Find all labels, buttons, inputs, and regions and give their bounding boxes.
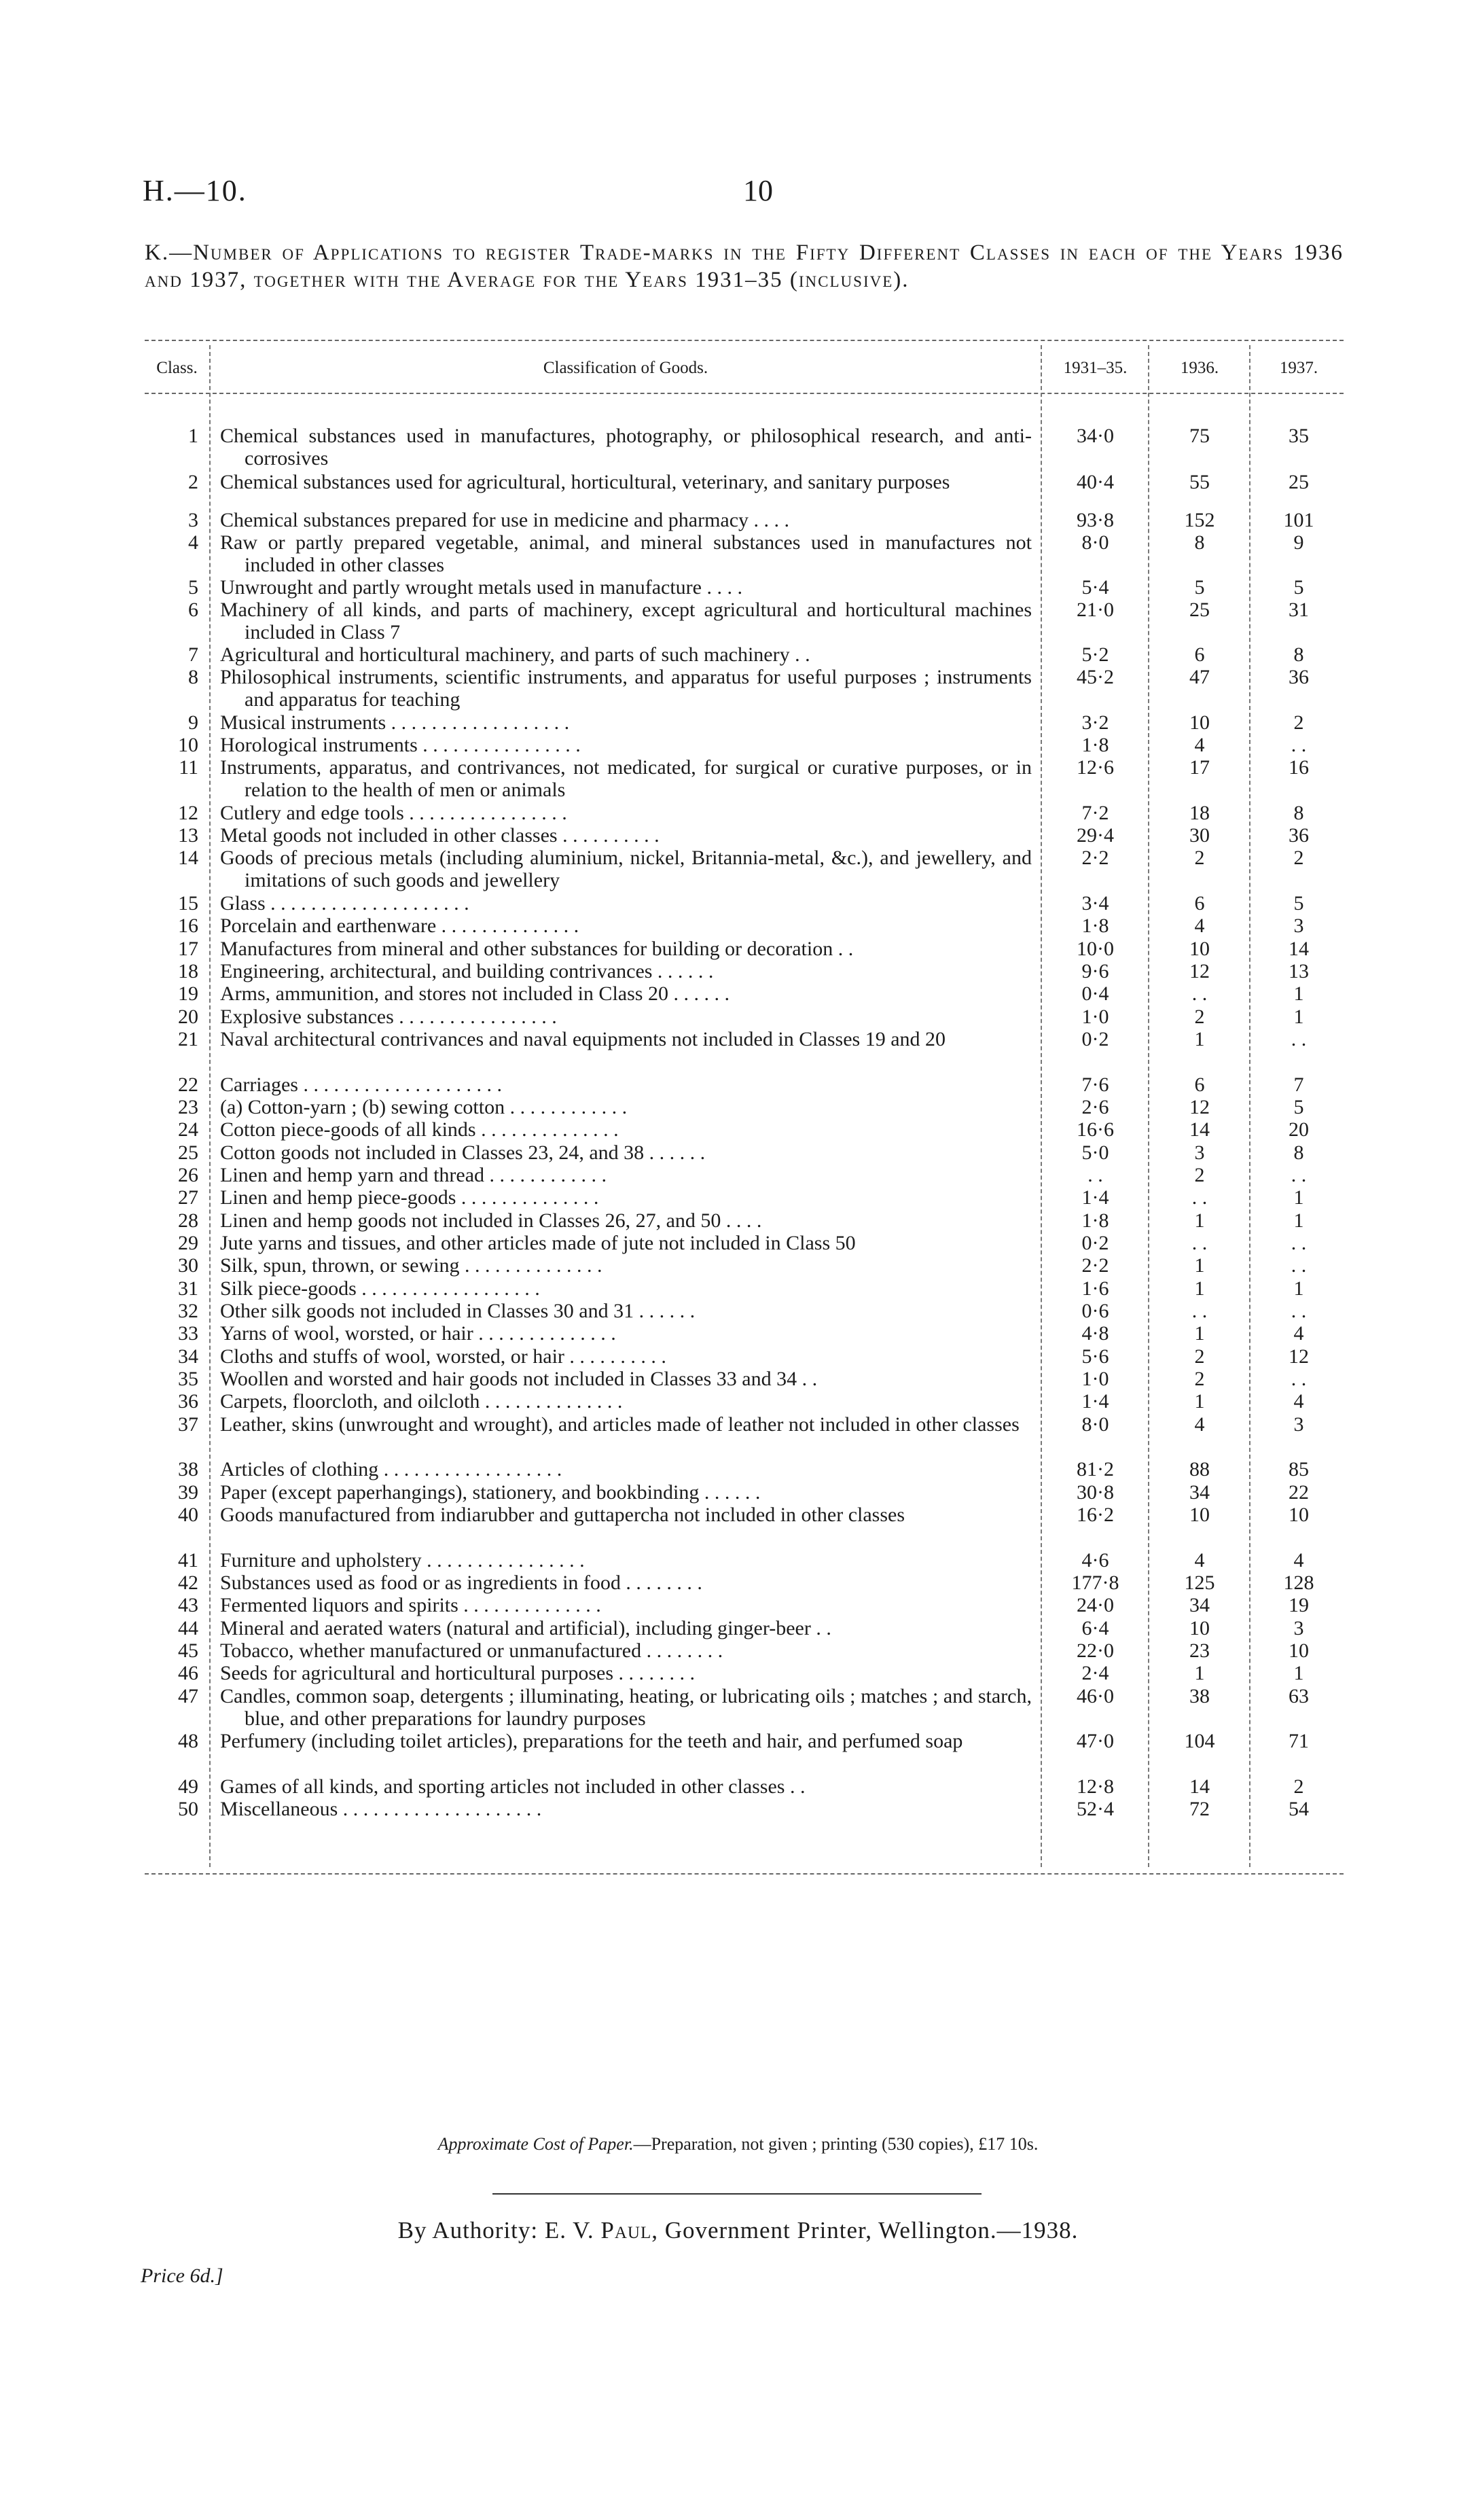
average-1931-35: 1·4 xyxy=(1081,1186,1109,1209)
class-number: 46 xyxy=(178,1662,198,1684)
class-number: 45 xyxy=(178,1639,198,1662)
count-1937: 8 xyxy=(1293,643,1304,666)
count-1937: 71 xyxy=(1289,1730,1309,1752)
class-number: 15 xyxy=(178,892,198,915)
class-number: 23 xyxy=(178,1096,198,1118)
average-1931-35: 93·8 xyxy=(1077,509,1114,531)
class-number: 44 xyxy=(178,1617,198,1639)
class-number: 13 xyxy=(178,824,198,847)
table-bottom-rule xyxy=(145,1873,1344,1875)
count-1936: 2 xyxy=(1194,1345,1205,1368)
count-1936: 30 xyxy=(1189,824,1210,847)
average-1931-35: 1·8 xyxy=(1081,1209,1109,1232)
class-number: 11 xyxy=(179,756,198,779)
class-number: 21 xyxy=(178,1028,198,1050)
count-1937: 2 xyxy=(1293,847,1304,869)
average-1931-35: 2·4 xyxy=(1081,1662,1109,1684)
class-number: 39 xyxy=(178,1481,198,1504)
count-1937: 8 xyxy=(1293,1141,1304,1164)
class-number: 25 xyxy=(178,1141,198,1164)
count-1936: 1 xyxy=(1194,1322,1205,1345)
count-1936: 12 xyxy=(1189,1096,1210,1118)
class-number: 32 xyxy=(178,1300,198,1322)
class-number: 38 xyxy=(178,1458,198,1480)
class-description: Philosophical instruments, scientific instruments, and apparatus for useful purposes ; instruments and apparatus for teaching xyxy=(220,666,1032,711)
average-1931-35: 47·0 xyxy=(1077,1730,1114,1752)
class-description: Cloths and stuffs of wool, worsted, or hair . . . . . . . . . . xyxy=(220,1345,666,1368)
class-number: 5 xyxy=(188,576,198,599)
class-description: Substances used as food or as ingredients in food . . . . . . . . xyxy=(220,1572,702,1594)
count-1936: 1 xyxy=(1194,1662,1205,1684)
class-description: Cotton piece-goods of all kinds . . . . . . . . . . . . . . xyxy=(220,1118,619,1141)
class-description: Metal goods not included in other classes . . . . . . . . . . xyxy=(220,824,660,847)
class-number: 24 xyxy=(178,1118,198,1141)
count-1936: 10 xyxy=(1189,711,1210,734)
count-1937: 63 xyxy=(1289,1685,1309,1707)
class-description: Arms, ammunition, and stores not included in Class 20 . . . . . . xyxy=(220,982,730,1005)
class-description: Linen and hemp goods not included in Classes 26, 27, and 50 . . . . xyxy=(220,1209,762,1232)
authority-prefix: By Authority: xyxy=(397,2217,539,2243)
average-1931-35: 5·4 xyxy=(1081,576,1109,599)
count-1937: 36 xyxy=(1289,666,1309,688)
count-1937: 3 xyxy=(1293,1413,1304,1436)
class-number: 6 xyxy=(188,599,198,621)
count-1936: 4 xyxy=(1194,1413,1205,1436)
average-1931-35: 16·2 xyxy=(1077,1504,1114,1526)
count-1936: 38 xyxy=(1189,1685,1210,1707)
average-1931-35: 177·8 xyxy=(1071,1572,1119,1594)
class-description: Musical instruments . . . . . . . . . . . . . . . . . . xyxy=(220,711,570,734)
count-1936: 4 xyxy=(1194,915,1205,937)
average-1931-35: 29·4 xyxy=(1077,824,1114,847)
count-1936: 1 xyxy=(1194,1028,1205,1050)
count-1936: 10 xyxy=(1189,938,1210,960)
class-description: Chemical substances used for agricultural, horticultural, veterinary, and sanitary purposes xyxy=(220,471,950,493)
class-description: Fermented liquors and spirits . . . . . . . . . . . . . . xyxy=(220,1594,601,1616)
average-1931-35: 0·4 xyxy=(1081,982,1109,1005)
class-number: 8 xyxy=(188,666,198,688)
class-number: 48 xyxy=(178,1730,198,1752)
count-1936: 47 xyxy=(1189,666,1210,688)
class-number: 14 xyxy=(178,847,198,869)
count-1936: . . xyxy=(1191,982,1208,1005)
class-number: 37 xyxy=(178,1413,198,1436)
count-1937: 19 xyxy=(1289,1594,1309,1616)
count-1936: 1 xyxy=(1194,1277,1205,1300)
count-1937: 101 xyxy=(1283,509,1314,531)
average-1931-35: 1·8 xyxy=(1081,915,1109,937)
class-description: Carpets, floorcloth, and oilcloth . . . . . . . . . . . . . . xyxy=(220,1390,623,1413)
count-1936: 6 xyxy=(1194,643,1205,666)
count-1937: . . xyxy=(1291,734,1307,756)
count-1936: 25 xyxy=(1189,599,1210,621)
class-number: 4 xyxy=(188,531,198,554)
count-1937: 4 xyxy=(1293,1322,1304,1345)
count-1936: . . xyxy=(1191,1232,1208,1254)
count-1937: 1 xyxy=(1293,1006,1304,1028)
class-description: Glass . . . . . . . . . . . . . . . . . . . . xyxy=(220,892,469,915)
average-1931-35: 7·6 xyxy=(1081,1073,1109,1096)
col-header-class: Class. xyxy=(156,359,198,377)
count-1937: 7 xyxy=(1293,1073,1304,1096)
authority-suffix: Government Printer, Wellington.—1938. xyxy=(664,2217,1079,2243)
class-number: 49 xyxy=(178,1775,198,1798)
class-description: Horological instruments . . . . . . . . . . . . . . . . xyxy=(220,734,581,756)
count-1937: 85 xyxy=(1289,1458,1309,1480)
count-1936: 2 xyxy=(1194,847,1205,869)
average-1931-35: 34·0 xyxy=(1077,425,1114,447)
count-1936: 1 xyxy=(1194,1254,1205,1277)
class-description: Engineering, architectural, and building contrivances . . . . . . xyxy=(220,960,714,982)
col-header-1936: 1936. xyxy=(1180,359,1219,377)
count-1936: 18 xyxy=(1189,802,1210,824)
cost-text: —Preparation, not given ; printing (530 copies), £17 10s. xyxy=(633,2134,1039,2154)
class-description: Chemical substances prepared for use in medicine and pharmacy . . . . xyxy=(220,509,790,531)
average-1931-35: 45·2 xyxy=(1077,666,1114,688)
count-1937: 5 xyxy=(1293,1096,1304,1118)
count-1936: 72 xyxy=(1189,1798,1210,1820)
count-1936: 55 xyxy=(1189,471,1210,493)
class-number: 9 xyxy=(188,711,198,734)
class-number: 29 xyxy=(178,1232,198,1254)
count-1937: . . xyxy=(1291,1028,1307,1050)
class-description: Games of all kinds, and sporting articles not included in other classes . . xyxy=(220,1775,806,1798)
count-1937: 5 xyxy=(1293,892,1304,915)
class-description: Linen and hemp yarn and thread . . . . . . . . . . . . xyxy=(220,1164,607,1186)
column-divider-avg xyxy=(1148,345,1149,1867)
count-1936: 6 xyxy=(1194,1073,1205,1096)
class-number: 7 xyxy=(188,643,198,666)
average-1931-35: 24·0 xyxy=(1077,1594,1114,1616)
count-1937: 3 xyxy=(1293,915,1304,937)
class-description: Tobacco, whether manufactured or unmanufactured . . . . . . . . xyxy=(220,1639,723,1662)
average-1931-35: 1·6 xyxy=(1081,1277,1109,1300)
class-description: Woollen and worsted and hair goods not included in Classes 33 and 34 . . xyxy=(220,1368,818,1390)
class-number: 30 xyxy=(178,1254,198,1277)
class-description: Jute yarns and tissues, and other articles made of jute not included in Class 50 xyxy=(220,1232,856,1254)
count-1937: 4 xyxy=(1293,1390,1304,1413)
average-1931-35: 2·2 xyxy=(1081,1254,1109,1277)
count-1936: 8 xyxy=(1194,531,1205,554)
class-number: 3 xyxy=(188,509,198,531)
class-number: 50 xyxy=(178,1798,198,1820)
class-description: Silk piece-goods . . . . . . . . . . . . . . . . . . xyxy=(220,1277,540,1300)
count-1937: 1 xyxy=(1293,1662,1304,1684)
average-1931-35: 7·2 xyxy=(1081,802,1109,824)
class-description: Articles of clothing . . . . . . . . . . . . . . . . . . xyxy=(220,1458,562,1480)
count-1937: 128 xyxy=(1283,1572,1314,1594)
count-1937: 1 xyxy=(1293,982,1304,1005)
count-1937: 9 xyxy=(1293,531,1304,554)
count-1937: 4 xyxy=(1293,1549,1304,1572)
col-header-1931-35: 1931–35. xyxy=(1063,359,1128,377)
class-description: Linen and hemp piece-goods . . . . . . . . . . . . . . xyxy=(220,1186,599,1209)
count-1936: 4 xyxy=(1194,1549,1205,1572)
average-1931-35: 5·0 xyxy=(1081,1141,1109,1164)
class-description: Chemical substances used in manufactures, photography, or philosophical research, and anti-corrosives xyxy=(220,425,1032,469)
class-number: 22 xyxy=(178,1073,198,1096)
count-1936: 1 xyxy=(1194,1390,1205,1413)
average-1931-35: 1·0 xyxy=(1081,1006,1109,1028)
average-1931-35: 0·2 xyxy=(1081,1232,1109,1254)
class-description: Raw or partly prepared vegetable, animal, and mineral substances used in manufactures not included in other classes xyxy=(220,531,1032,576)
average-1931-35: 12·8 xyxy=(1077,1775,1114,1798)
average-1931-35: 1·4 xyxy=(1081,1390,1109,1413)
count-1937: 1 xyxy=(1293,1209,1304,1232)
table-title: K.—Number of Applications to register Trade-marks in the Fifty Different Classes in each of the Years 1936 and 1937, together with the Average for the Years 1931–35 (inclusive). xyxy=(145,241,1344,292)
count-1936: . . xyxy=(1191,1300,1208,1322)
count-1936: 4 xyxy=(1194,734,1205,756)
class-description: Other silk goods not included in Classes 30 and 31 . . . . . . xyxy=(220,1300,696,1322)
count-1936: 125 xyxy=(1184,1572,1215,1594)
class-number: 10 xyxy=(178,734,198,756)
count-1937: . . xyxy=(1291,1164,1307,1186)
class-description: Mineral and aerated waters (natural and artificial), including ginger-beer . . xyxy=(220,1617,831,1639)
average-1931-35: 8·0 xyxy=(1081,1413,1109,1436)
class-number: 16 xyxy=(178,915,198,937)
average-1931-35: 1·8 xyxy=(1081,734,1109,756)
count-1937: 35 xyxy=(1289,425,1309,447)
col-header-goods: Classification of Goods. xyxy=(543,359,708,377)
class-description: Explosive substances . . . . . . . . . . . . . . . . xyxy=(220,1006,557,1028)
class-description: (a) Cotton-yarn ; (b) sewing cotton . . . . . . . . . . . . xyxy=(220,1096,628,1118)
class-description: Manufactures from mineral and other substances for building or decoration . . xyxy=(220,938,854,960)
cost-label: Approximate Cost of Paper. xyxy=(437,2134,634,2154)
page-number: 10 xyxy=(743,174,773,207)
count-1937: 3 xyxy=(1293,1617,1304,1639)
count-1936: 10 xyxy=(1189,1504,1210,1526)
average-1931-35: 30·8 xyxy=(1077,1481,1114,1504)
count-1936: . . xyxy=(1191,1186,1208,1209)
count-1937: 14 xyxy=(1289,938,1309,960)
class-number: 17 xyxy=(178,938,198,960)
average-1931-35: 0·2 xyxy=(1081,1028,1109,1050)
class-number: 27 xyxy=(178,1186,198,1209)
count-1936: 6 xyxy=(1194,892,1205,915)
average-1931-35: 9·6 xyxy=(1081,960,1109,982)
count-1937: 8 xyxy=(1293,802,1304,824)
count-1936: 34 xyxy=(1189,1594,1210,1616)
count-1936: 34 xyxy=(1189,1481,1210,1504)
count-1936: 10 xyxy=(1189,1617,1210,1639)
count-1937: 36 xyxy=(1289,824,1309,847)
class-description: Leather, skins (unwrought and wrought), and articles made of leather not included in other classes xyxy=(220,1413,1020,1436)
average-1931-35: 52·4 xyxy=(1077,1798,1114,1820)
class-number: 19 xyxy=(178,982,198,1005)
column-divider-class xyxy=(209,345,211,1867)
class-description: Goods manufactured from indiarubber and guttapercha not included in other classes xyxy=(220,1504,905,1526)
class-number: 12 xyxy=(178,802,198,824)
class-number: 2 xyxy=(188,471,198,493)
class-description: Unwrought and partly wrought metals used in manufacture . . . . xyxy=(220,576,742,599)
authority-rule xyxy=(492,2193,982,2195)
class-number: 43 xyxy=(178,1594,198,1616)
count-1937: 13 xyxy=(1289,960,1309,982)
count-1937: . . xyxy=(1291,1232,1307,1254)
column-divider-goods xyxy=(1041,345,1042,1867)
price: Price 6d.] xyxy=(141,2265,223,2287)
class-description: Miscellaneous . . . . . . . . . . . . . . . . . . . . xyxy=(220,1798,542,1820)
count-1937: 16 xyxy=(1289,756,1309,779)
count-1937: 25 xyxy=(1289,471,1309,493)
average-1931-35: . . xyxy=(1087,1164,1103,1186)
average-1931-35: 81·2 xyxy=(1077,1458,1114,1480)
average-1931-35: 4·8 xyxy=(1081,1322,1109,1345)
count-1936: 2 xyxy=(1194,1164,1205,1186)
average-1931-35: 2·6 xyxy=(1081,1096,1109,1118)
class-description: Cotton goods not included in Classes 23, 24, and 38 . . . . . . xyxy=(220,1141,706,1164)
average-1931-35: 22·0 xyxy=(1077,1639,1114,1662)
class-description: Furniture and upholstery . . . . . . . . . . . . . . . . xyxy=(220,1549,585,1572)
class-number: 47 xyxy=(178,1685,198,1707)
class-description: Cutlery and edge tools . . . . . . . . . . . . . . . . xyxy=(220,802,567,824)
count-1937: 2 xyxy=(1293,1775,1304,1798)
class-description: Porcelain and earthenware . . . . . . . . . . . . . . xyxy=(220,915,579,937)
count-1937: 2 xyxy=(1293,711,1304,734)
average-1931-35: 0·6 xyxy=(1081,1300,1109,1322)
class-number: 1 xyxy=(188,425,198,447)
class-number: 26 xyxy=(178,1164,198,1186)
count-1937: 5 xyxy=(1293,576,1304,599)
class-description: Naval architectural contrivances and naval equipments not included in Classes 19 and 20 xyxy=(220,1028,946,1050)
class-number: 35 xyxy=(178,1368,198,1390)
average-1931-35: 21·0 xyxy=(1077,599,1114,621)
class-number: 28 xyxy=(178,1209,198,1232)
table-header-rule xyxy=(145,393,1344,394)
count-1936: 17 xyxy=(1189,756,1210,779)
class-number: 42 xyxy=(178,1572,198,1594)
count-1937: 20 xyxy=(1289,1118,1309,1141)
average-1931-35: 5·2 xyxy=(1081,643,1109,666)
count-1936: 104 xyxy=(1184,1730,1215,1752)
count-1937: 1 xyxy=(1293,1186,1304,1209)
count-1936: 88 xyxy=(1189,1458,1210,1480)
count-1936: 75 xyxy=(1189,425,1210,447)
count-1936: 14 xyxy=(1189,1118,1210,1141)
class-description: Instruments, apparatus, and contrivances, not medicated, for surgical or curative purposes, or in relation to the health of men or animals xyxy=(220,756,1032,801)
count-1937: 10 xyxy=(1289,1504,1309,1526)
average-1931-35: 16·6 xyxy=(1077,1118,1114,1141)
average-1931-35: 2·2 xyxy=(1081,847,1109,869)
count-1937: 54 xyxy=(1289,1798,1309,1820)
document-reference: H.—10. xyxy=(143,174,247,207)
col-header-1937: 1937. xyxy=(1279,359,1318,377)
class-description: Agricultural and horticultural machinery, and parts of such machinery . . xyxy=(220,643,810,666)
count-1937: 31 xyxy=(1289,599,1309,621)
table-top-rule xyxy=(145,340,1344,341)
count-1937: 1 xyxy=(1293,1277,1304,1300)
class-number: 41 xyxy=(178,1549,198,1572)
authority-line xyxy=(0,2217,1476,2244)
average-1931-35: 10·0 xyxy=(1077,938,1114,960)
class-number: 40 xyxy=(178,1504,198,1526)
count-1937: . . xyxy=(1291,1300,1307,1322)
average-1931-35: 46·0 xyxy=(1077,1685,1114,1707)
average-1931-35: 3·4 xyxy=(1081,892,1109,915)
average-1931-35: 3·2 xyxy=(1081,711,1109,734)
count-1936: 5 xyxy=(1194,576,1205,599)
cost-of-paper xyxy=(0,2134,1476,2154)
count-1936: 3 xyxy=(1194,1141,1205,1164)
class-description: Seeds for agricultural and horticultural purposes . . . . . . . . xyxy=(220,1662,695,1684)
count-1937: . . xyxy=(1291,1254,1307,1277)
class-number: 20 xyxy=(178,1006,198,1028)
average-1931-35: 6·4 xyxy=(1081,1617,1109,1639)
count-1936: 14 xyxy=(1189,1775,1210,1798)
count-1936: 152 xyxy=(1184,509,1215,531)
count-1936: 12 xyxy=(1189,960,1210,982)
class-number: 36 xyxy=(178,1390,198,1413)
count-1936: 1 xyxy=(1194,1209,1205,1232)
average-1931-35: 12·6 xyxy=(1077,756,1114,779)
class-description: Paper (except paperhangings), stationery, and bookbinding . . . . . . xyxy=(220,1481,761,1504)
class-number: 33 xyxy=(178,1322,198,1345)
class-description: Perfumery (including toilet articles), preparations for the teeth and hair, and perfumed soap xyxy=(220,1730,963,1752)
count-1937: . . xyxy=(1291,1368,1307,1390)
class-number: 34 xyxy=(178,1345,198,1368)
class-description: Yarns of wool, worsted, or hair . . . . . . . . . . . . . . xyxy=(220,1322,616,1345)
count-1937: 12 xyxy=(1289,1345,1309,1368)
count-1937: 22 xyxy=(1289,1481,1309,1504)
authority-name: E. V. Paul, xyxy=(544,2217,658,2243)
average-1931-35: 8·0 xyxy=(1081,531,1109,554)
class-description: Candles, common soap, detergents ; illuminating, heating, or lubricating oils ; matches ; and starch, blue, and other preparations for laundry purposes xyxy=(220,1685,1032,1730)
class-number: 18 xyxy=(178,960,198,982)
class-description: Goods of precious metals (including aluminium, nickel, Britannia-metal, &c.), and jewellery, and imitations of such goods and jewellery xyxy=(220,847,1032,891)
count-1936: 23 xyxy=(1189,1639,1210,1662)
column-divider-1936 xyxy=(1249,345,1250,1867)
count-1936: 2 xyxy=(1194,1006,1205,1028)
count-1936: 2 xyxy=(1194,1368,1205,1390)
class-description: Carriages . . . . . . . . . . . . . . . . . . . . xyxy=(220,1073,502,1096)
average-1931-35: 5·6 xyxy=(1081,1345,1109,1368)
class-description: Machinery of all kinds, and parts of machinery, except agricultural and horticultural machines included in Class 7 xyxy=(220,599,1032,643)
count-1937: 10 xyxy=(1289,1639,1309,1662)
average-1931-35: 4·6 xyxy=(1081,1549,1109,1572)
class-description: Silk, spun, thrown, or sewing . . . . . . . . . . . . . . xyxy=(220,1254,602,1277)
class-number: 31 xyxy=(178,1277,198,1300)
average-1931-35: 40·4 xyxy=(1077,471,1114,493)
average-1931-35: 1·0 xyxy=(1081,1368,1109,1390)
